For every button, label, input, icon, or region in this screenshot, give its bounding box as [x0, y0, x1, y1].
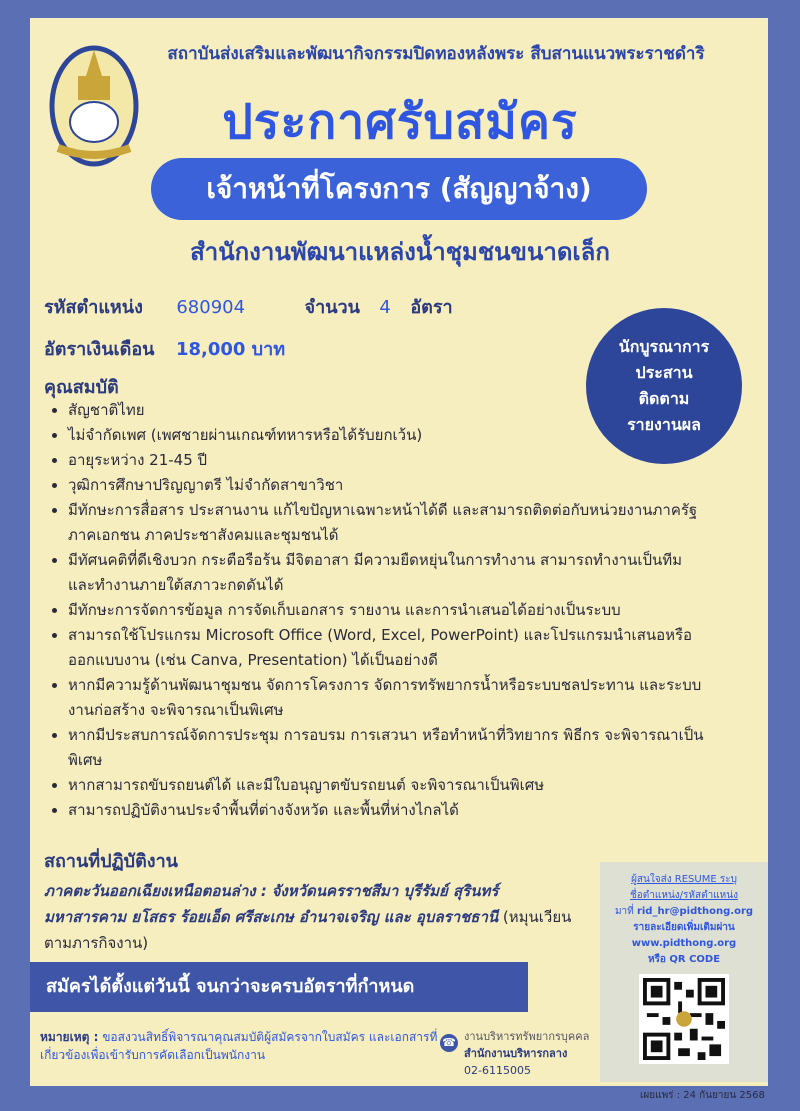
contact-line: มาที่: [614, 906, 634, 917]
list-item: • มีทัศนคติที่ดีเชิงบวก กระตือรือร้น มีจิตอาสา มีความยืดหยุ่นในการทำงาน สามารถทำงานเป็นทีมและทำงานภายใต้สภาวะกดดันได้: [68, 548, 708, 598]
contact-website[interactable]: www.pidthong.org: [631, 938, 737, 949]
list-item: • มีทักษะการจัดการข้อมูล การจัดเก็บเอกสาร รายงาน และการนำเสนอได้อย่างเป็นระบบ: [68, 598, 708, 623]
hr-office: สำนักงานบริหารกลาง: [464, 1047, 568, 1060]
hr-dept: งานบริหารทรัพยากรบุคคล: [464, 1030, 590, 1043]
apply-banner: สมัครได้ตั้งแต่วันนี้ จนกว่าจะครบอัตราที่กำหนด: [30, 962, 528, 1012]
role-line: ประสาน: [635, 363, 693, 382]
qualifications-list: [44, 398, 708, 823]
organization-name: สถาบันส่งเสริมและพัฒนากิจกรรมปิดทองหลังพระ สืบสานแนวพระราชดำริ: [167, 44, 705, 64]
list-item: • มีทักษะการสื่อสาร ประสานงาน แก้ไขปัญหาเฉพาะหน้าได้ดี และสามารถติดต่อกับหน่วยงานภาครัฐ ภาคเอกชน ภาคประชาสังคมและชุมชนได้: [68, 498, 708, 548]
phone-icon: ☎: [440, 1034, 458, 1052]
location-heading: สถานที่ปฏิบัติงาน: [44, 851, 178, 872]
page-title: ประกาศรับสมัคร: [222, 94, 578, 150]
list-item: • หากมีประสบการณ์จัดการประชุม การอบรม การเสวนา หรือทำหน้าที่วิทยากร พิธีกร จะพิจารณาเป็นพิเศษ: [68, 723, 708, 773]
job-code-row: [44, 292, 453, 321]
remark-text: ขอสงวนสิทธิ์พิจารณาคุณสมบัติผู้สมัครจากใบสมัคร และเอกสารที่เกี่ยวข้องเพื่อเข้ารับการคัดเลือกเป็นพนักงาน: [40, 1030, 438, 1062]
list-item: • ไม่จำกัดเพศ (เพศชายผ่านเกณฑ์ทหารหรือได้รับยกเว้น): [68, 423, 708, 448]
job-code-label: รหัสตำแหน่ง: [44, 297, 143, 318]
remark-label: หมายเหตุ :: [40, 1030, 99, 1044]
role-line: นักบูรณาการ: [618, 337, 710, 356]
published-date: เผยแพร่ : 24 กันยายน 2568: [640, 1090, 765, 1101]
count-value: 4: [379, 297, 391, 318]
qualifications-heading: คุณสมบัติ: [44, 377, 119, 398]
location-provinces: จังหวัดนครราชสีมา บุรีรัมย์ สุรินทร์ มหาสารคาม ยโสธร ร้อยเอ็ด ศรีสะเกษ อำนาจเจริญ และ อุบลราชธานี: [44, 882, 499, 926]
remark: [40, 1028, 440, 1064]
position-title: เจ้าหน้าที่โครงการ (สัญญาจ้าง): [151, 158, 647, 220]
contact-line: ชื่อตำแหน่ง/รหัสตำแหน่ง: [630, 890, 738, 901]
count-label: จำนวน: [304, 297, 360, 318]
role-line: ติดตาม: [638, 389, 690, 408]
list-item: • อายุระหว่าง 21-45 ปี: [68, 448, 708, 473]
job-code: 680904: [176, 297, 246, 318]
contact-line: หรือ QR CODE: [647, 954, 721, 965]
location-note: (หมุนเวียนตามภารกิจงาน): [44, 908, 572, 952]
office-name: สำนักงานพัฒนาแหล่งน้ำชุมชนขนาดเล็ก: [190, 238, 610, 266]
count-unit: อัตรา: [410, 297, 453, 318]
list-item: • สามารถใช้โปรแกรม Microsoft Office (Word, Excel, PowerPoint) และโปรแกรมนำเสนอหรือออกแบบงาน (เช่น Canva, Presentation) ได้เป็นอย่างดี: [68, 623, 708, 673]
location-region: ภาคตะวันออกเฉียงเหนือตอนล่าง :: [44, 882, 267, 900]
contact-email[interactable]: rid_hr@pidthong.org: [636, 906, 754, 917]
qr-code-icon[interactable]: [639, 974, 729, 1064]
role-line: รายงานผล: [627, 415, 701, 434]
contact-line: ผู้สนใจส่ง RESUME ระบุ: [631, 874, 737, 885]
contact-box: [600, 862, 768, 1082]
list-item: • วุฒิการศึกษาปริญญาตรี ไม่จำกัดสาขาวิชา: [68, 473, 708, 498]
hr-contact: [440, 1028, 600, 1079]
list-item: • หากมีความรู้ด้านพัฒนาชุมชน จัดการโครงการ จัดการทรัพยากรน้ำหรือระบบชลประทาน และระบบงานก่อสร้าง จะพิจารณาเป็นพิเศษ: [68, 673, 708, 723]
location-text: [44, 878, 574, 956]
list-item: • หากสามารถขับรถยนต์ได้ และมีใบอนุญาตขับรถยนต์ จะพิจารณาเป็นพิเศษ: [68, 773, 708, 798]
salary-value: 18,000 บาท: [175, 339, 286, 360]
salary-row: [44, 334, 285, 363]
salary-label: อัตราเงินเดือน: [44, 339, 155, 360]
contact-line: รายละเอียดเพิ่มเติมผ่าน: [633, 922, 735, 933]
list-item: • สัญชาติไทย: [68, 398, 708, 423]
list-item: • สามารถปฏิบัติงานประจำพื้นที่ต่างจังหวัด และพื้นที่ห่างไกลได้: [68, 798, 708, 823]
hr-phone[interactable]: 02-6115005: [464, 1064, 531, 1077]
